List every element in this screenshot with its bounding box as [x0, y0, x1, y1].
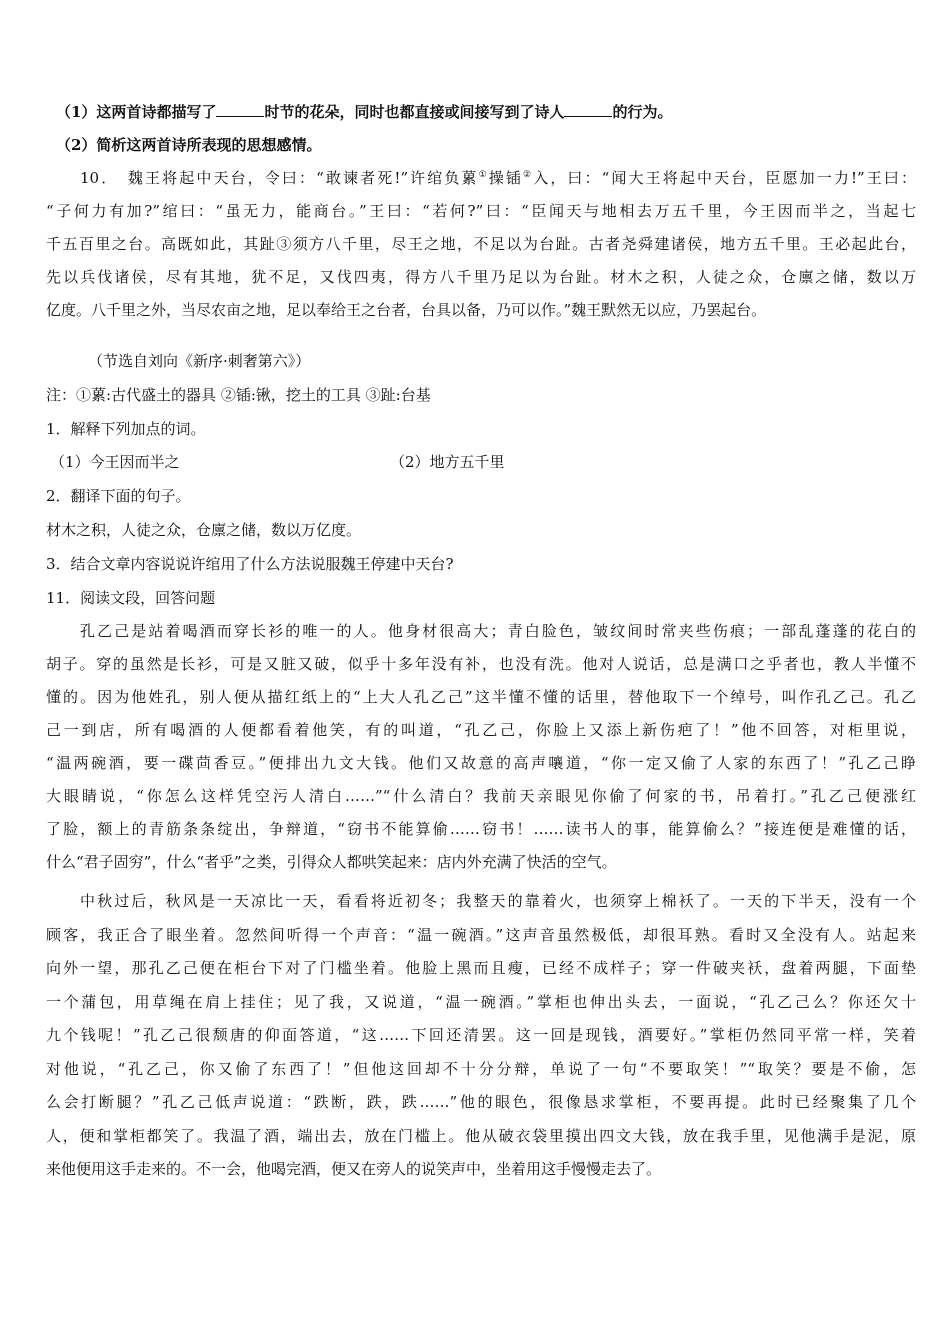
q11-title: 11．阅读文段，回答问题: [46, 589, 216, 607]
q10-line-2: “子何力有加?”绾曰：“虽无力，能商台。”王曰：“若何?”曰：“臣闻天与地相去万五千里，今王因而半之，当起七: [46, 202, 916, 220]
q10-item2: 2．翻译下面的句子。: [46, 487, 191, 505]
q10-line-1-mid: 操锸: [488, 169, 524, 187]
q9-sub1: [56, 102, 672, 122]
q10-item1-b: （2）地方五千里: [390, 453, 505, 471]
q11-para1: [46, 621, 916, 885]
footnote-marker-1: ①: [478, 170, 489, 180]
q9-sub1-middle: 时节的花朵，同时也都直接或间接写到了诗人: [264, 103, 565, 121]
q10-line-5: 亿度。八千里之外，当尽农亩之地，足以奉给王之台者，台具以备，乃可以作。”魏王默然无以应，乃罢起台。: [46, 301, 767, 319]
q10-line-1-head: 10． 魏王将起中天台，令曰：“敢谏者死!”许绾负蔂: [80, 169, 479, 187]
q10-item2-sentence: 材木之积，人徒之众，仓廪之储，数以万亿度。: [46, 521, 362, 539]
q11-p1-line: 胡子。穿的虽然是长衫，可是又脏又破，似乎十多年没有补，也没有洗。他对人说话，总是满口之乎者也，教人半懂不: [46, 655, 916, 673]
q10-passage: [46, 168, 916, 333]
q11-p2-line: 人，便和掌柜都笑了。我温了酒，端出去，放在门槛上。他从破衣袋里摸出四文大钱，放在我手里，见他满手是泥，原: [46, 1126, 916, 1145]
q11-p1-line: 了脸，额上的青筋条条绽出，争辩道，“窃书不能算偷……窃书！……读书人的事，能算偷么？”接连便是难懂的话，: [46, 820, 916, 838]
q11-p2-line: 对他说，“孔乙己，你又偷了东西了！”但他这回却不十分分辩，单说了一句“不要取笑！”“取笑？要是不偷，怎: [46, 1059, 916, 1078]
q11-p2-line: 来他便用这手走来的。不一会，他喝完酒，便又在旁人的说笑声中，坐着用这手慢慢走去了。: [46, 1160, 662, 1178]
q11-p1-line: 己一到店，所有喝酒的人便都看着他笑，有的叫道，“孔乙己，你脸上又添上新伤疤了！”他不回答，对柜里说，: [46, 721, 916, 739]
q11-p2-line: 么会打断腿？”孔乙己低声说道：“跌断，跌，跌……”他的眼色，很像恳求掌柜，不要再提。此时已经聚集了几个: [46, 1093, 916, 1111]
q11-p2-line: 向外一望，那孔乙己便在柜台下对了门槛坐着。他脸上黑而且瘦，已经不成样子；穿一件破夹袄，盘着两腿，下面垫: [46, 959, 916, 977]
q10-line-3: 千五百里之台。高既如此，其趾③须方八千里，尽王之地，不足以为台趾。古者尧舜建诸侯，地方五千里。王必起此台，: [46, 235, 916, 253]
q10-item1-a: （1）今王因而半之: [50, 453, 180, 471]
q11-p1-line: “温两碗酒，要一碟茴香豆。”便排出九文大钱。他们又故意的高声嚷道，“你一定又偷了人家的东西了！”孔乙己睁: [46, 754, 916, 772]
q10-source: （节选自刘向《新序·刺奢第六》）: [88, 352, 311, 370]
q11-p2-line: 一个蒲包，用草绳在肩上挂住；见了我，又说道，“温一碗酒。”掌柜也伸出头去，一面说，“孔乙己么？你还欠十: [46, 992, 916, 1011]
footnote-marker-2: ②: [523, 170, 534, 180]
q10-line-1-tail: 入，曰：“闻大王将起中天台，臣愿加一力!”王曰：: [533, 169, 916, 187]
fill-blank-1[interactable]: [216, 102, 264, 117]
q9-sub1-suffix: 的行为。: [612, 103, 673, 121]
q10-notes: 注：①蔂:古代盛土的器具 ②锸:锹，挖土的工具 ③趾:台基: [46, 386, 431, 404]
q10-line-4: 先以兵伐诸侯，尽有其地，犹不足，又伐四夷，得方八千里乃足以为台趾。材木之积，人徒之众，仓廪之储，数以万: [46, 268, 916, 286]
q11-p1-line: 什么“君子固穷”，什么“者乎”之类，引得众人都哄笑起来：店内外充满了快活的空气。: [46, 853, 617, 871]
q11-p1-line: 孔乙己是站着喝酒而穿长衫的唯一的人。他身材很高大；青白脸色，皱纹间时常夹些伤痕；一部乱蓬蓬的花白的: [80, 622, 916, 640]
fill-blank-2[interactable]: [564, 102, 612, 117]
q10-item3: 3．结合文章内容说说许绾用了什么方法说服魏王停建中天台?: [46, 555, 454, 573]
q11-p1-line: 大眼睛说，“你怎么这样凭空污人清白……”“什么清白？我前天亲眼见你偷了何家的书，吊着打。”孔乙己便涨红: [46, 787, 916, 805]
q10-item1-words: [50, 452, 505, 472]
q11-p2-line: 中秋过后，秋风是一天凉比一天，看看将近初冬；我整天的靠着火，也须穿上棉袄了。一天的下半天，没有一个: [80, 892, 916, 910]
q10-item1: 1．解释下列加点的词。: [46, 420, 206, 438]
q11-p1-line: 懂的。因为他姓孔，别人便从描红纸上的“上大人孔乙己”这半懂不懂的话里，替他取下一个绰号，叫作孔乙己。孔乙: [46, 688, 916, 706]
q9-sub1-prefix: （1）这两首诗都描写了: [56, 103, 217, 121]
q11-p2-line: 顾客，我正合了眼坐着。忽然间听得一个声音：“温一碗酒。”这声音虽然极低，却很耳熟。看时又全没有人。站起来: [46, 925, 916, 944]
q11-p2-line: 九个钱呢！”孔乙己很颓唐的仰面答道，“这……下回还清罢。这一回是现钱，酒要好。”掌柜仍然同平常一样，笑着: [46, 1026, 916, 1044]
q9-sub2: （2）简析这两首诗所表现的思想感情。: [56, 136, 322, 154]
q10-line-1: [46, 168, 916, 201]
q11-para2: [46, 891, 916, 1193]
